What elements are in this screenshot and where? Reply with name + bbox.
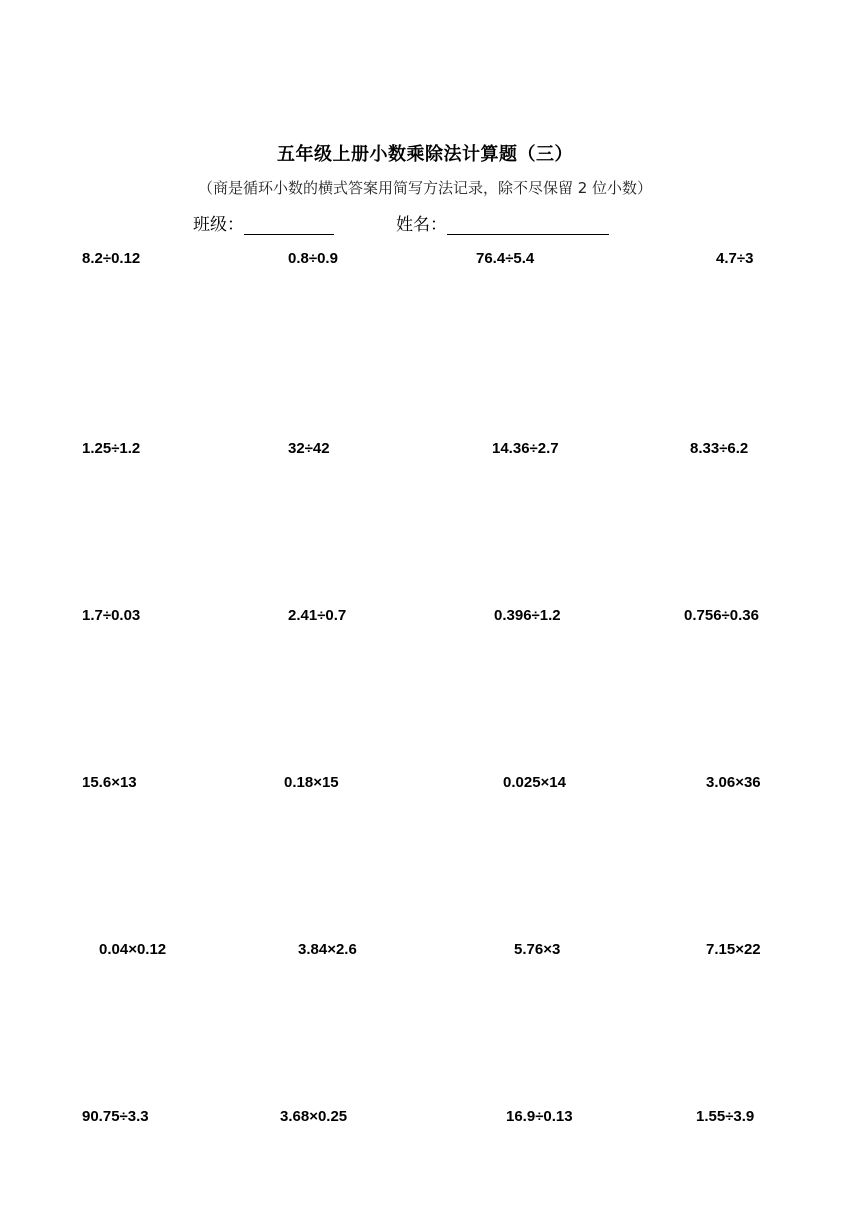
problem-r4-c3: 0.025×14 [503,774,566,791]
problem-r2-c1: 1.25÷1.2 [82,440,141,457]
problem-r6-c1: 90.75÷3.3 [82,1108,149,1125]
problem-r4-c2: 0.18×15 [284,774,339,791]
name-blank[interactable] [447,214,609,235]
problem-r3-c4: 0.756÷0.36 [684,607,759,624]
problem-r5-c2: 3.84×2.6 [298,941,357,958]
problem-r3-c3: 0.396÷1.2 [494,607,561,624]
problem-r5-c4: 7.15×22 [706,941,761,958]
problem-r3-c1: 1.7÷0.03 [82,607,141,624]
problem-r5-c3: 5.76×3 [514,941,561,958]
problem-r1-c1: 8.2÷0.12 [82,250,141,267]
problem-r3-c2: 2.41÷0.7 [288,607,347,624]
class-blank[interactable] [244,214,334,235]
problem-r2-c4: 8.33÷6.2 [690,440,749,457]
problem-r1-c3: 76.4÷5.4 [476,250,535,267]
problem-r2-c2: 32÷42 [288,440,330,457]
problem-r2-c3: 14.36÷2.7 [492,440,559,457]
problem-r6-c3: 16.9÷0.13 [506,1108,573,1125]
name-field [396,210,609,235]
problem-r1-c2: 0.8÷0.9 [288,250,338,267]
class-label: 班级： [193,215,244,235]
problem-r1-c4: 4.7÷3 [716,250,754,267]
problem-r4-c4: 3.06×36 [706,774,761,791]
problem-r4-c1: 15.6×13 [82,774,137,791]
problem-r6-c2: 3.68×0.25 [280,1108,348,1125]
worksheet-title: 五年级上册小数乘除法计算题（三） [277,144,573,165]
problem-r5-c1: 0.04×0.12 [99,941,167,958]
name-label: 姓名： [396,215,447,235]
worksheet-instructions: （商是循环小数的横式答案用简写方法记录，除不尽保留 2 位小数） [197,179,653,197]
problem-r6-c4: 1.55÷3.9 [696,1108,755,1125]
class-field [193,210,334,235]
